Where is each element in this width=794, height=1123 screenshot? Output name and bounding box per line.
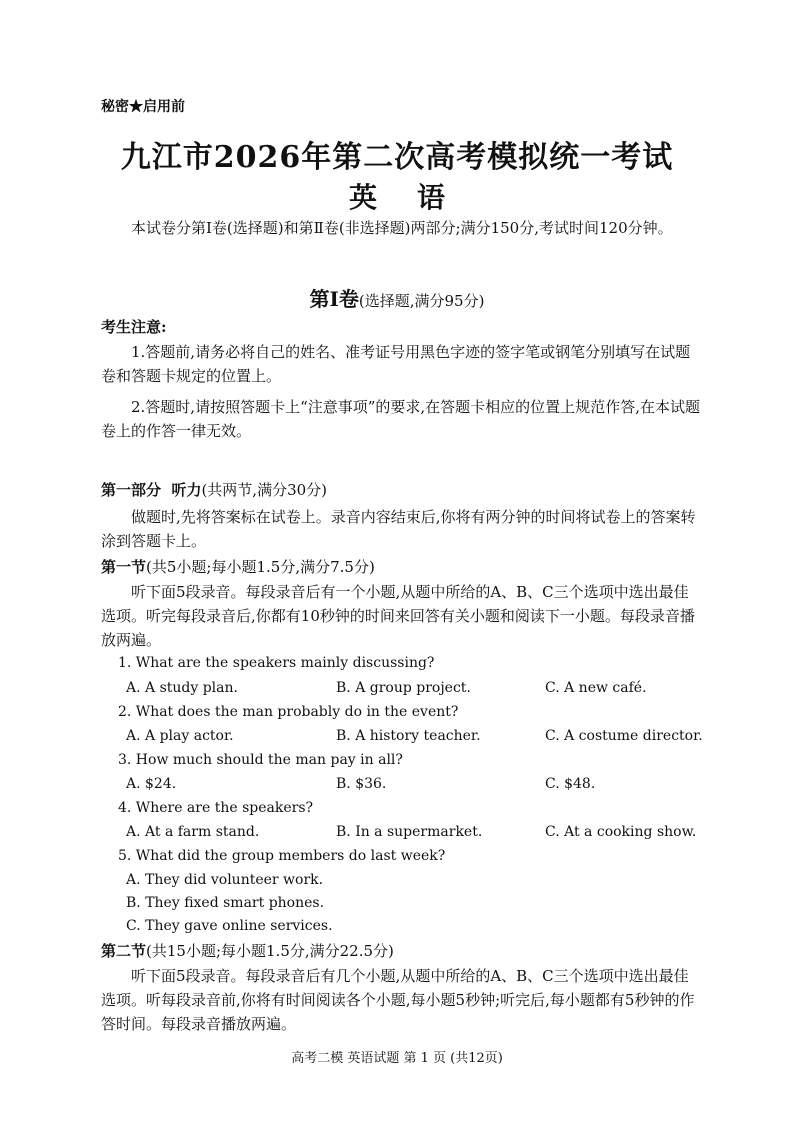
- q1-option-b: B. A group project.: [336, 680, 471, 696]
- question-1: 1. What are the speakers mainly discussing?: [118, 655, 435, 671]
- q2-option-a: A. A play actor.: [126, 728, 234, 744]
- q1-option-c: C. A new café.: [545, 680, 647, 696]
- question-3: 3. How much should the man pay in all?: [118, 752, 403, 768]
- q4-option-a: A. At a farm stand.: [126, 824, 260, 840]
- q5-option-c: C. They gave online services.: [126, 918, 333, 934]
- part1-title: 第一部分 听力: [101, 481, 202, 499]
- notice-heading: 考生注意:: [101, 318, 167, 336]
- q3-option-b: B. $36.: [336, 776, 387, 792]
- notice-item-2: 2.答题时,请按照答题卡上“注意事项”的要求,在答题卡相应的位置上规范作答,在本试题卷上的作答一律无效。: [101, 398, 700, 440]
- section1-instruction: 听下面5段录音。每段录音后有一个小题,从题中所给的A、B、C三个选项中选出最佳选项。听完每段录音后,你都有10秒钟的时间来回答有关小题和阅读下一小题。每段录音播放两遍。: [101, 583, 695, 649]
- q2-option-b: B. A history teacher.: [336, 728, 481, 744]
- part1-note: (共两节,满分30分): [201, 481, 328, 499]
- q3-option-a: A. $24.: [126, 776, 177, 792]
- q1-option-a: A. A study plan.: [126, 680, 238, 696]
- section2-instruction: 听下面5段录音。每段录音后有几个小题,从题中所给的A、B、C三个选项中选出最佳选项。听每段录音前,你将有时间阅读各个小题,每小题5秒钟;听完后,每小题都有5秒钟的作答时间。每段录音播放两遍。: [101, 967, 695, 1033]
- volume-label: 第Ⅰ卷: [309, 287, 359, 311]
- volume-note: (选择题,满分95分): [358, 292, 485, 310]
- question-5: 5. What did the group members do last week?: [118, 848, 446, 864]
- subject-title: 英语: [348, 181, 485, 214]
- q4-option-c: C. At a cooking show.: [545, 824, 697, 840]
- intro-paragraph: 本试卷分第Ⅰ卷(选择题)和第Ⅱ卷(非选择题)两部分;满分150分,考试时间120分钟。: [131, 219, 673, 237]
- section1-title: 第一节: [101, 558, 147, 576]
- q2-option-c: C. A costume director.: [545, 728, 703, 744]
- notice-item-1: 1.答题前,请务必将自己的姓名、准考证号用黑色字迹的签字笔或钢笔分别填写在试题卷和答题卡规定的位置上。: [101, 343, 691, 385]
- section2-heading: [101, 940, 394, 961]
- confidential-label: 秘密★启用前: [101, 99, 185, 115]
- q5-option-a: A. They did volunteer work.: [126, 872, 324, 888]
- page-footer: 高考二模 英语试题 第 1 页 (共12页): [291, 1051, 503, 1066]
- exam-title: 九江市2026年第二次高考模拟统一考试: [120, 140, 674, 175]
- volume-heading: [0, 283, 794, 312]
- section1-note: (共5小题;每小题1.5分,满分7.5分): [146, 558, 375, 576]
- question-4: 4. Where are the speakers?: [118, 800, 314, 816]
- section1-heading: [101, 556, 375, 577]
- section2-note: (共15小题;每小题1.5分,满分22.5分): [146, 942, 394, 960]
- part1-instruction: 做题时,先将答案标在试卷上。录音内容结束后,你将有两分钟的时间将试卷上的答案转涂到答题卡上。: [101, 508, 696, 550]
- section2-title: 第二节: [101, 942, 147, 960]
- q5-option-b: B. They fixed smart phones.: [126, 895, 325, 911]
- q3-option-c: C. $48.: [545, 776, 596, 792]
- question-2: 2. What does the man probably do in the event?: [118, 704, 459, 720]
- q4-option-b: B. In a supermarket.: [336, 824, 483, 840]
- part1-heading: [101, 479, 327, 500]
